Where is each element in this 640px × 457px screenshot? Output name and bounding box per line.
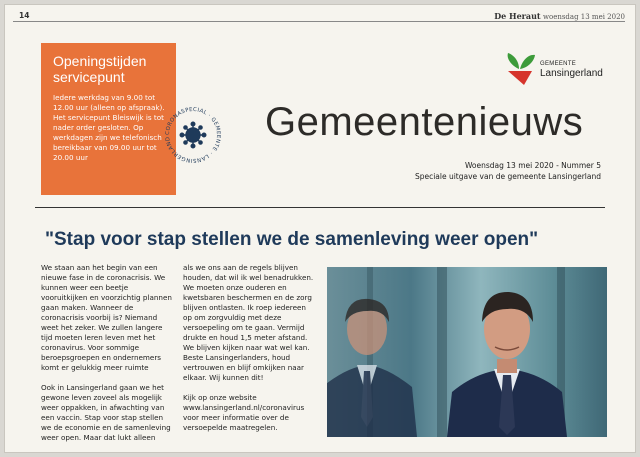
col1-paragraph-1: We staan aan het begin van een nieuwe fase in de coronacrisis. We kunnen weer een beetje vooruitkijken en voorzichtig plannen gaan maken. Wanneer de coronacrisis voorbij is? Niemand weet het zeker. We zullen langere tijd moeten leren leven met het coronavirus. Voor sommige beroepsgroepen en ondernemers komt er gelukkig meer ruimte [41,263,172,372]
paper-masthead [494,11,625,21]
opening-hours-text: Iedere werkdag van 9.00 tot 12.00 uur (alleen op afspraak). Het servicepunt Bleiswijk is tot nader order gesloten. Op werkdagen zijn we telefonisch bereikbaar van 09.00 uur tot 20.00 uur [53,93,165,162]
col2-paragraph-1: als we ons aan de regels blijven houden, dat wil ik wel benadrukken. We moeten onze ouderen en kwetsbaren beschermen en de zorg blijven ontlasten. Ik roep iedereen op om zorgvuldig met deze versoepeling om te gaan. Vermijd drukte en houd 1,5 meter afstand. We blijven kijken naar wat wel kan. Beste Lansingerlanders, houd vertrouwen en blijf omkijken naar elkaar. Wij kunnen dit! [183,263,314,382]
opening-hours-title: Openingstijden servicepunt [53,53,147,85]
col2-paragraph-2: Kijk op onze website www.lansingerland.nl/coronavirus voor meer informatie over de versoepelde maatregelen. [183,393,305,432]
article-headline: "Stap voor stap stellen we de samenleving weer open" [45,229,539,250]
page-number: 14 [19,11,30,20]
portrait-illustration [327,267,607,437]
opening-hours-box [41,43,176,195]
gemeente-logo [502,49,612,89]
masthead-subtitle: Speciale uitgave van de gemeente Lansingerland [414,172,601,181]
stamp-text: CORONASPECIAL · GEMEENTE · LANSINGERLAND [164,106,222,164]
masthead-title: Gemeentenieuws [265,100,584,144]
article-column-1 [41,263,173,453]
header-rule [13,21,625,22]
article-column-2 [183,263,315,443]
issue-line: Woensdag 13 mei 2020 - Nummer 5 [464,161,601,170]
logo-small-text: GEMEENTE [540,61,577,67]
coronaspecial-stamp [163,105,223,165]
col1-paragraph-2: Ook in Lansingerland gaan we het gewone leven zoveel als mogelijk weer oppakken, in afwachting van een vaccin. Stap voor stap stellen we de economie en de samenleving weer open. Maar dat lukt alleen [41,383,171,442]
newspaper-page [4,4,636,453]
paper-name: De Heraut [494,11,541,21]
logo-big-text: Lansingerland [540,68,603,79]
leaf-logo-icon [502,49,538,89]
mayor-photo [327,267,607,437]
main-figure [447,292,567,437]
paper-date: woensdag 13 mei 2020 [542,13,625,21]
virus-icon [180,122,206,148]
headline-rule [35,207,605,208]
reflection-figure [327,299,417,437]
